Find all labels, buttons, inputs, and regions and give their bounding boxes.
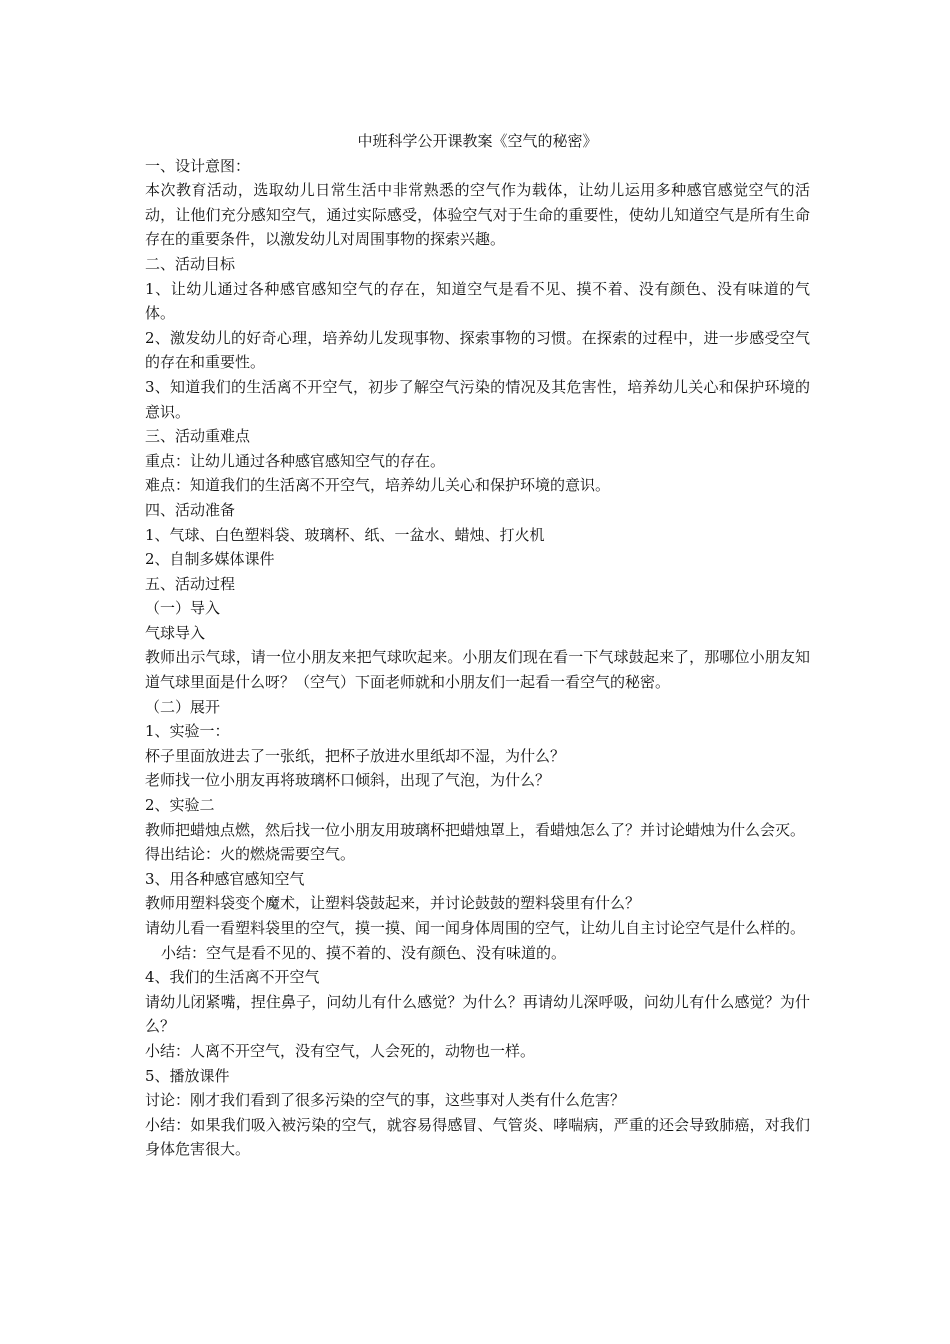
senses-paragraph-2: 请幼儿看一看塑料袋里的空气，摸一摸、闻一闻身体周围的空气，让幼儿自主讨论空气是什么样的。	[145, 919, 806, 937]
courseware-discussion: 讨论：刚才我们看到了很多污染的空气的事，这些事对人类有什么危害？	[145, 1091, 626, 1110]
subheading-introduction: （一）导入	[145, 599, 221, 618]
key-point: 重点：让幼儿通过各种感官感知空气的存在。	[145, 451, 446, 470]
experiment-2-conclusion: 得出结论：火的燃烧需要空气。	[145, 845, 356, 864]
subheading-development: （二）展开	[145, 697, 221, 716]
balloon-intro-heading: 气球导入	[145, 623, 206, 642]
paragraph-design-intent: 本次教育活动，选取幼儿日常生活中非常熟悉的空气作为载体，让幼儿运用多种感官感觉空气的活动，让他们充分感知空气，通过实际感受，体验空气对于生命的重要性，使幼儿知道空气是所有生命存在的重要条件，以激发幼儿对周围事物的探索兴趣。	[145, 181, 810, 249]
document-title: 中班科学公开课教案《空气的秘密》	[357, 132, 598, 150]
senses-heading: 3、用各种感官感知空气	[145, 869, 305, 888]
difficult-point: 难点：知道我们的生活离不开空气，培养幼儿关心和保护环境的意识。	[145, 476, 611, 495]
experiment-1-heading: 1、实验一：	[145, 722, 230, 741]
senses-paragraph-1: 教师用塑料袋变个魔术，让塑料袋鼓起来，并讨论鼓鼓的塑料袋里有什么？	[145, 894, 641, 913]
section-heading-key-points: 三、活动重难点	[145, 427, 251, 446]
goal-item-3: 3、知道我们的生活离不开空气，初步了解空气污染的情况及其危害性，培养幼儿关心和保护环境的意识。	[145, 377, 810, 421]
courseware-summary: 小结：如果我们吸入被污染的空气，就容易得感冒、气管炎、哮喘病，严重的还会导致肺癌，对我们身体危害很大。	[145, 1115, 810, 1159]
preparation-item-1: 1、气球、白色塑料袋、玻璃杯、纸、一盆水、蜡烛、打火机	[145, 525, 545, 544]
experiment-1-step-1: 杯子里面放进去了一张纸，把杯子放进水里纸却不湿，为什么？	[145, 746, 566, 765]
senses-summary: 小结：空气是看不见的、摸不着的、没有颜色、没有味道的。	[161, 943, 567, 962]
section-heading-process: 五、活动过程	[145, 574, 236, 593]
experiment-1-step-2: 老师找一位小朋友再将玻璃杯口倾斜，出现了气泡，为什么？	[145, 771, 551, 790]
courseware-heading: 5、播放课件	[145, 1066, 230, 1085]
document-body	[145, 129, 810, 1162]
experiment-2-heading: 2、实验二	[145, 796, 215, 815]
section-heading-goals: 二、活动目标	[145, 254, 236, 273]
balloon-intro-paragraph: 教师出示气球，请一位小朋友来把气球吹起来。小朋友们现在看一下气球鼓起来了，那哪位小朋友知道气球里面是什么呀？（空气）下面老师就和小朋友们一起看一看空气的秘密。	[145, 648, 810, 692]
life-needs-air-summary: 小结：人离不开空气，没有空气，人会死的，动物也一样。	[145, 1041, 536, 1060]
section-heading-design-intent: 一、设计意图：	[145, 156, 251, 175]
goal-item-2: 2、激发幼儿的好奇心理，培养幼儿发现事物、探索事物的习惯。在探索的过程中，进一步感受空气的存在和重要性。	[145, 328, 810, 372]
experiment-2-paragraph: 教师把蜡烛点燃，然后找一位小朋友用玻璃杯把蜡烛罩上，看蜡烛怎么了？并讨论蜡烛为什么会灭。	[145, 820, 806, 839]
preparation-item-2: 2、自制多媒体课件	[145, 550, 275, 569]
life-needs-air-paragraph: 请幼儿闭紧嘴，捏住鼻子，问幼儿有什么感觉？为什么？再请幼儿深呼吸，问幼儿有什么感觉？为什么？	[145, 992, 810, 1036]
goal-item-1: 1、让幼儿通过各种感官感知空气的存在，知道空气是看不见、摸不着、没有颜色、没有味道的气体。	[145, 279, 810, 323]
section-heading-preparation: 四、活动准备	[145, 500, 236, 519]
life-needs-air-heading: 4、我们的生活离不开空气	[145, 968, 320, 987]
